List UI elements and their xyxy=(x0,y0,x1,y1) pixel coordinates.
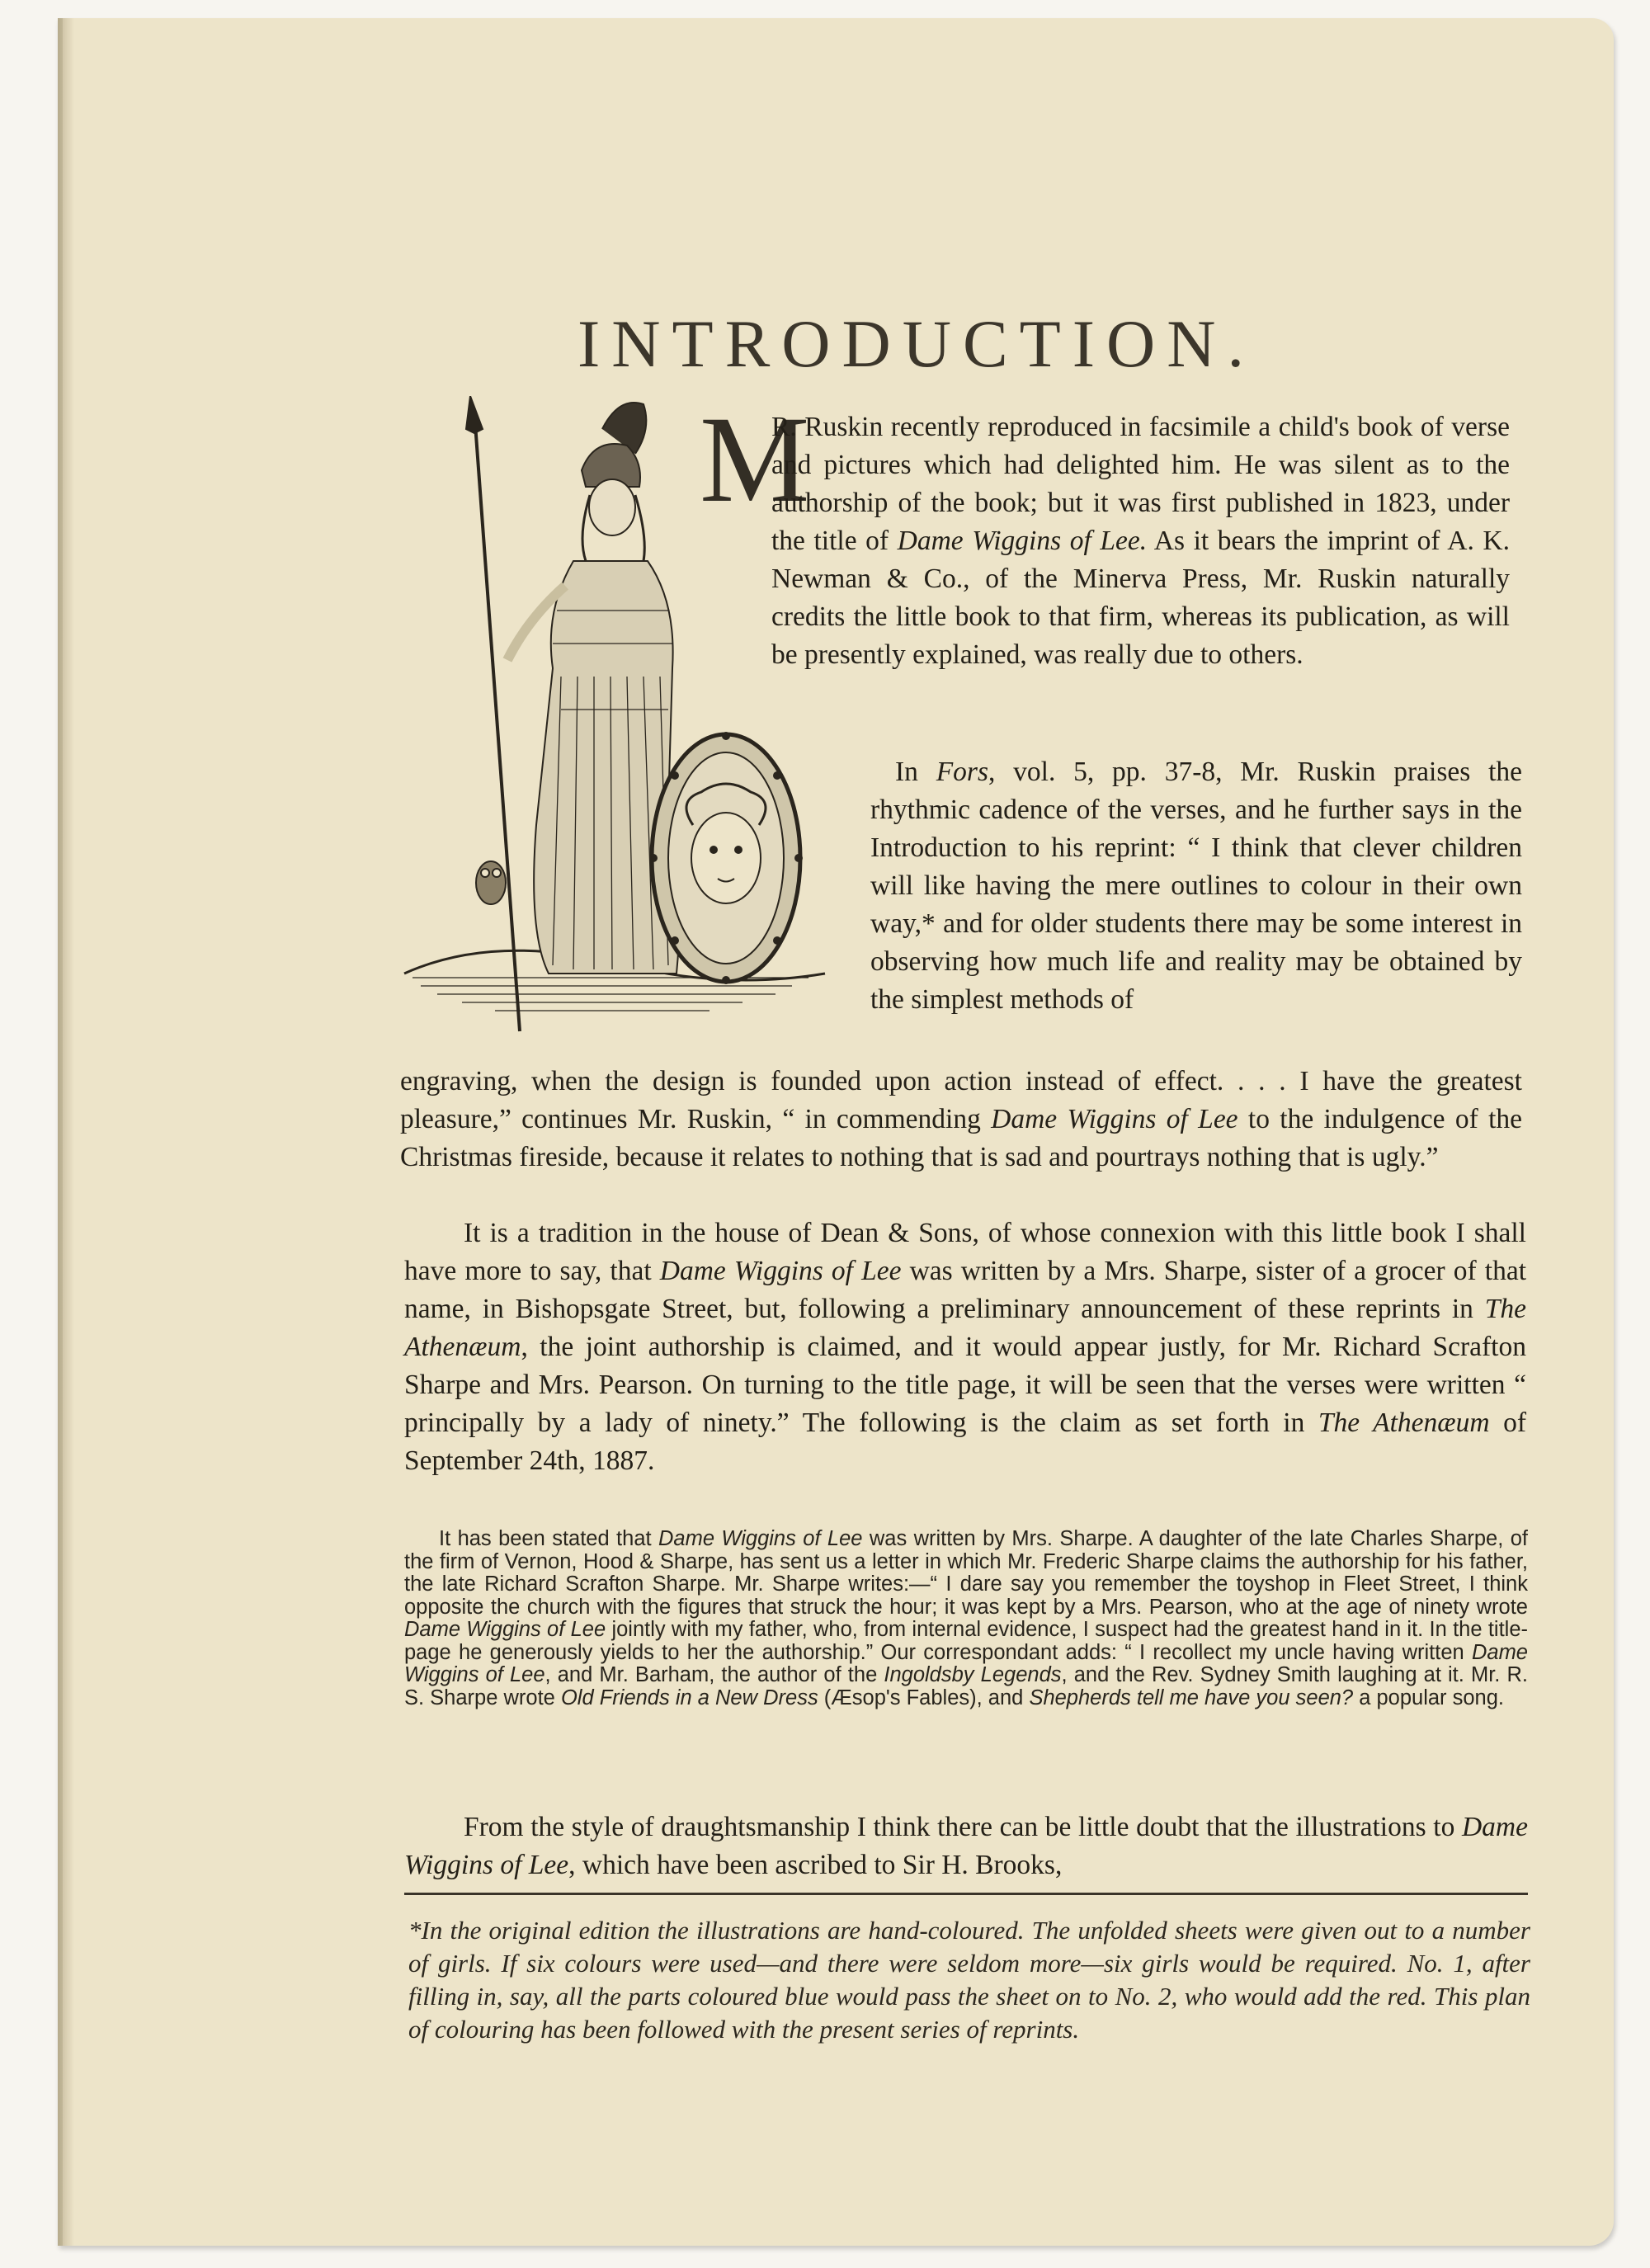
para3-a: It is a tradition in the house of Dean & Sons, of whose connexion with this little book I shall have more to say, that xyxy=(404,1218,1526,1286)
paragraph-3 xyxy=(404,1214,1526,1480)
spear-tip xyxy=(466,396,483,433)
footnote-rule xyxy=(404,1893,1528,1895)
para4-b: , which have been ascribed to Sir H. Brooks, xyxy=(568,1850,1063,1880)
paragraph-1 xyxy=(771,408,1510,674)
shield-medusa xyxy=(650,733,802,983)
binding-shadow xyxy=(58,18,74,2246)
quote-i4: Ingoldsby Legends xyxy=(884,1663,1062,1686)
quote-b: was written by Mrs. Sharpe. A daughter of the late Charles Sharpe, of the firm of Vernon, Hood & Sharpe, has sent us a letter in which Mr. Frederic Sharpe claims the authorship for his father, the late Richard Scrafton Sharpe. Mr. Sharpe writes:—“ I dare say you remember the toyshop in Fleet Street, I think opposite the church with the figures that struck the hour; it was kept by a Mrs. Pearson, who at the age of ninety wrote xyxy=(404,1527,1528,1619)
para4-a: From the style of draughtsmanship I think there can be little doubt that the illustrations to xyxy=(464,1812,1462,1842)
para1-text2: As it bears the imprint of A. K. Newman & Co., of the Minerva Press, Mr. Ruskin naturally credits the little book to that firm, whereas its publication, as will be presently explained, was really due to others. xyxy=(771,526,1510,670)
para2-fors: Fors xyxy=(936,757,988,787)
para3-i3: The Athenæum xyxy=(1318,1407,1490,1438)
owl xyxy=(476,861,506,904)
quote-a: It has been stated that xyxy=(439,1527,658,1550)
para2-lead: In xyxy=(895,757,936,787)
quote-c: jointly with my father, who, from internal evidence, I suspect had the greatest hand in it. In the title-page he generously yields to her the authorship.” Our correspondant adds: “ I recollect my uncle having written xyxy=(404,1618,1528,1664)
paragraph-4 xyxy=(404,1808,1528,1884)
athenaeum-quotation xyxy=(404,1528,1528,1709)
quote-g: a popular song. xyxy=(1353,1686,1505,1709)
quote-i6: Shepherds tell me have you seen? xyxy=(1029,1686,1354,1709)
quote-i5: Old Friends in a New Dress xyxy=(560,1686,818,1709)
footnote: *In the original edition the illustrations are hand-coloured. The unfolded sheets were given out to a number of girls. If six colours were used—and there were seldom more—six girls would be required. No. 1, after filling in, say, all the parts coloured blue would pass the sheet on to No. 2, who would add the red. This plan of colouring has been followed with the present series of reprints. xyxy=(408,1916,1530,2044)
para3-d: of September 24th, 1887. xyxy=(404,1407,1526,1476)
para3-i1: Dame Wiggins of Lee xyxy=(659,1256,902,1286)
head xyxy=(589,479,635,535)
para3-c: , the joint authorship is claimed, and it would appear justly, for Mr. Richard Scrafton Sharpe and Mrs. Pearson. On turning to the title page, it will be seen that the verses were written “ principally by a lady of ninety.” The following is the claim as set forth in xyxy=(404,1332,1526,1438)
quote-i3: Dame Wiggins of Lee xyxy=(404,1640,1528,1686)
page-title: INTRODUCTION. xyxy=(578,306,1256,381)
para3-b: was written by a Mrs. Sharpe, sister of a grocer of that name, in Bishopsgate Street, but, following a preliminary announcement of these reprints in xyxy=(404,1256,1527,1324)
spear xyxy=(474,413,520,1031)
paragraph-2-continued xyxy=(400,1063,1522,1176)
quote-d: , and Mr. Barham, the author of the xyxy=(544,1663,884,1686)
paragraph-2 xyxy=(870,753,1522,1019)
para2-cont: engraving, when the design is founded upon action instead of effect. . . . I have the greatest pleasure,” continues Mr. Ruskin, “ in commending xyxy=(400,1066,1522,1134)
para3-i2: The Athenæum xyxy=(404,1294,1526,1362)
para2-text: , vol. 5, pp. 37-8, Mr. Ruskin praises the rhythmic cadence of the verses, and he further says in the Introduction to his reprint: “ I think that clever children will like having the mere outlines to colour in their own way,* and for older students there may be some interest in observing how much life and reality may be obtained by the simplest methods of xyxy=(870,757,1523,1015)
quote-i1: Dame Wiggins of Lee xyxy=(658,1527,863,1550)
para1-italic: Dame Wiggins of Lee. xyxy=(897,526,1148,556)
para2-end: to the indulgence of the Christmas fireside, because it relates to nothing that is sad and pourtrays nothing that is ugly.” xyxy=(400,1104,1523,1172)
quote-e: , and the Rev. Sydney Smith laughing at it. Mr. R. S. Sharpe wrote xyxy=(404,1663,1529,1709)
para4-i1: Dame Wiggins of Lee xyxy=(404,1812,1528,1880)
drop-cap: M xyxy=(700,391,810,528)
quote-i2: Dame Wiggins of Lee xyxy=(404,1618,606,1641)
para2-italic: Dame Wiggins of Lee xyxy=(991,1104,1238,1134)
para1-text: R. Ruskin recently reproduced in facsimile a child's book of verse and pictures which had delighted him. He was silent as to the authorship of the book; but it was first published in 1823, under the title of xyxy=(771,412,1510,556)
quote-f: (Æsop's Fables), and xyxy=(818,1686,1030,1709)
